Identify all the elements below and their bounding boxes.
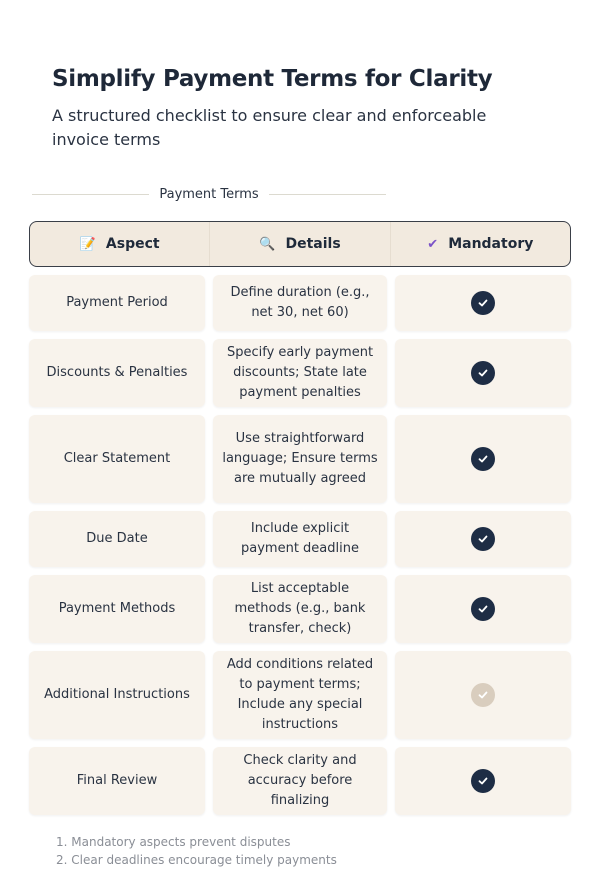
footnote: 1. Mandatory aspects prevent disputes [56,835,291,849]
details-cell [213,275,387,331]
check-circle-icon [471,291,495,315]
mandatory-cell [395,575,571,643]
magnifier-icon: 🔍 [259,236,276,252]
details-text: Specify early payment discounts; State late payment penalties [226,345,374,400]
details-cell [213,575,387,643]
details-text: Define duration (e.g., net 30, net 60) [230,285,370,320]
mandatory-cell [395,275,571,331]
header-label: Aspect [105,236,160,252]
aspect-label: Payment Period [66,295,168,310]
header-mandatory [390,222,570,266]
aspect-cell [29,275,205,331]
page-title: Simplify Payment Terms for Clarity [52,66,493,92]
table-row [29,275,571,331]
aspect-cell [29,415,205,503]
check-circle-icon [471,597,495,621]
table-body [29,275,571,823]
mandatory-cell [395,747,571,815]
section-label: Payment Terms [159,186,259,202]
aspect-cell [29,575,205,643]
page-subtitle: A structured checklist to ensure clear and enforceable invoice terms [52,106,487,149]
details-cell [213,339,387,407]
table-row [29,747,571,815]
details-cell [213,511,387,567]
details-cell [213,651,387,739]
table-row [29,511,571,567]
aspect-label: Payment Methods [58,601,176,616]
table-row [29,575,571,643]
footnotes [56,833,337,869]
table-header [29,221,571,267]
header-label: Details [285,236,341,252]
divider-line-left [32,194,149,195]
table-row [29,651,571,739]
details-cell [213,415,387,503]
aspect-cell [29,511,205,567]
check-circle-icon [471,361,495,385]
header-aspect [30,222,209,266]
aspect-cell [29,747,205,815]
mandatory-cell [395,511,571,567]
details-cell [213,747,387,815]
aspect-label: Final Review [76,773,158,788]
mandatory-cell [395,339,571,407]
aspect-label: Clear Statement [63,451,171,466]
check-circle-icon [471,527,495,551]
details-text: List acceptable methods (e.g., bank transfer, check) [234,581,366,636]
mandatory-cell [395,651,571,739]
aspect-label: Discounts & Penalties [46,365,188,380]
header-label: Mandatory [448,236,534,252]
table-row [29,415,571,503]
check-circle-icon [471,769,495,793]
checkmark-icon: ✔ [427,236,439,252]
aspect-label: Due Date [86,531,148,546]
table-row [29,339,571,407]
divider-line-right [269,194,386,195]
check-circle-icon [471,447,495,471]
details-text: Check clarity and accuracy before finalizing [243,753,357,808]
aspect-cell [29,339,205,407]
section-divider [32,184,386,204]
check-circle-icon [471,683,495,707]
mandatory-cell [395,415,571,503]
details-text: Include explicit payment deadline [241,521,359,556]
memo-icon: 📝 [79,236,96,252]
header-details [209,222,389,266]
details-text: Add conditions related to payment terms; Include any special instructions [226,657,374,732]
details-text: Use straightforward language; Ensure terms are mutually agreed [222,431,378,486]
aspect-label: Additional Instructions [44,687,190,702]
aspect-cell [29,651,205,739]
footnote: 2. Clear deadlines encourage timely payments [56,853,337,867]
